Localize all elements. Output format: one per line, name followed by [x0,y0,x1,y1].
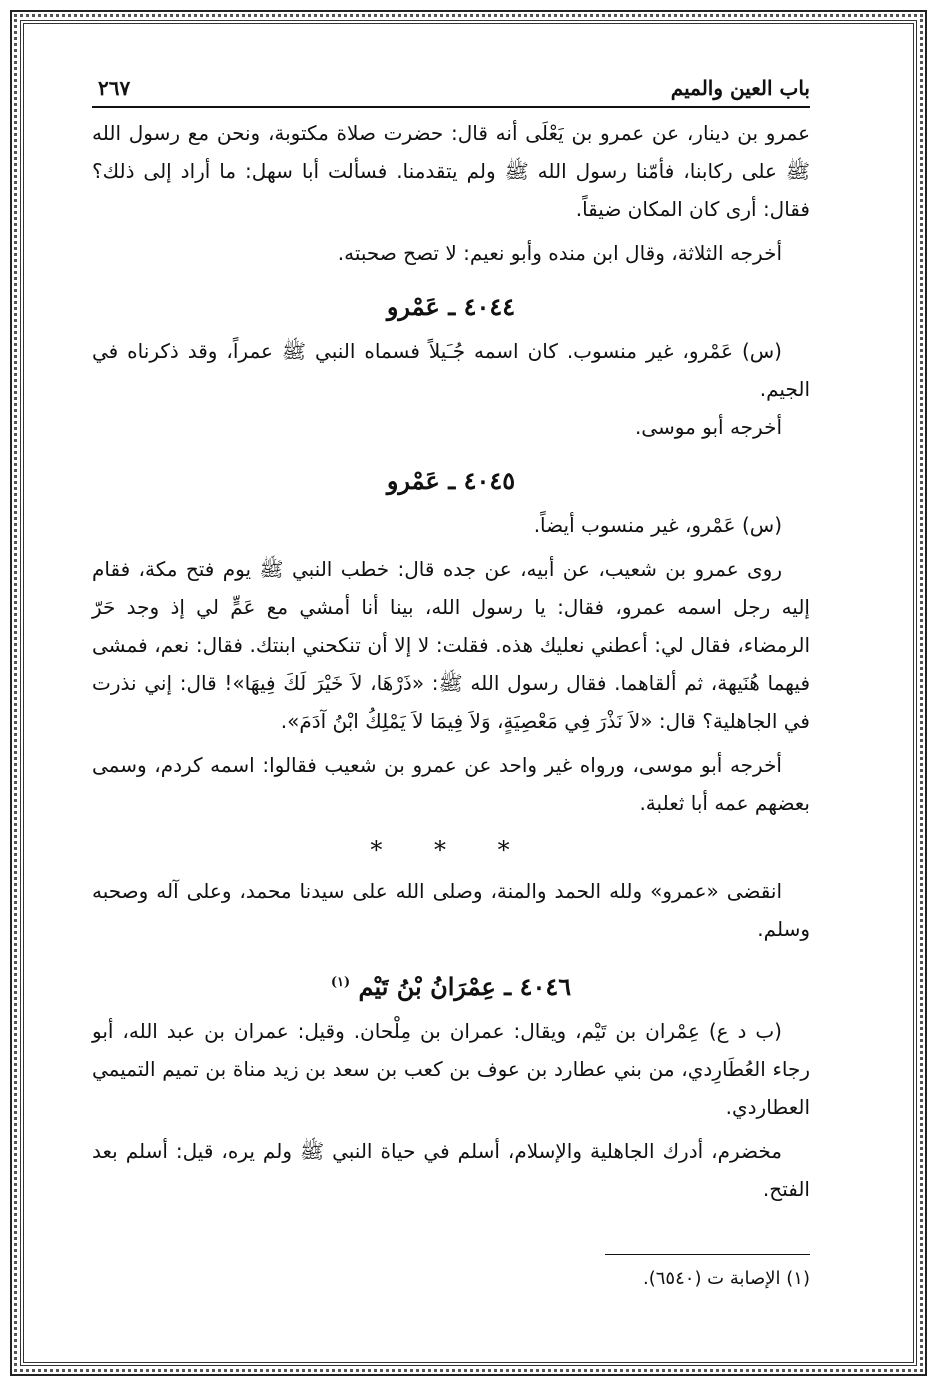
paragraph-4044: (س) عَمْرو، غير منسوب. كان اسمه جُـَيلاً فسماه النبي ﷺ عمراً، وقد ذكرناه في الجيم. [92,339,810,401]
footnote-divider [605,1254,810,1255]
entry-heading-4046 [92,966,810,1004]
paragraph-akhraja-1: أخرجه الثلاثة، وقال ابن منده وأبو نعيم: لا تصح صحبته. [337,241,782,265]
paragraph-mukhadram: مخضرم، أدرك الجاهلية والإسلام، أسلم في حياة النبي ﷺ ولم يره، قيل: أسلم بعد الفتح. [92,1139,810,1201]
paragraph-4045: (س) عَمْرو، غير منسوب أيضاً. [533,513,782,537]
page-number: ٢٦٧ [98,76,131,100]
entry-heading-4046-text: ٤٠٤٦ ـ عِمْرَانُ بْنُ تَيْم [358,972,572,1001]
entry-heading-4044: ٤٠٤٤ ـ عَمْرو [386,292,516,321]
footnote-marker: (١) [330,975,351,990]
paragraph-4046: (ب د ع) عِمْران بن تَيْم، ويقال: عمران بن مِلْحان. وقيل: عمران بن عبد الله، أبو رجاء العُطَارِدي، من بني عطارد بن عوف بن كعب بن سعد بن زيد مناة بن تميم التميمي العطاردي. [92,1019,810,1119]
paragraph-inqada: انقضى «عمرو» ولله الحمد والمنة، وصلى الله على سيدنا محمد، وعلى آله وصحبه وسلم. [92,879,810,941]
running-header [92,72,810,108]
paragraph-akhraja-3: أخرجه أبو موسى، ورواه غير واحد عن عمرو بن شعيب فقالوا: اسمه كردم، وسمى بعضهم عمه أبا ثعلبة. [92,753,810,815]
paragraph-intro: عمرو بن دينار، عن عمرو بن يَعْلَى أنه قال: حضرت صلاة مكتوبة، ونحن مع رسول الله ﷺ على ركابنا، فأمّنا رسول الله ﷺ ولم يتقدمنا. فسألت أبا سهل: ما أراد إلى ذلك؟ فقال: أرى كان المكان ضيقاً. [92,121,810,221]
paragraph-akhraja-2: أخرجه أبو موسى. [634,415,782,439]
footnote: (١) الإصابة ت (٦٥٤٠). [643,1268,810,1289]
section-separator-stars: * * * [370,836,532,864]
book-page [92,72,810,1332]
entry-heading-4045: ٤٠٤٥ ـ عَمْرو [386,466,516,495]
chapter-title: باب العين والميم [670,76,810,100]
paragraph-rawa: روى عمرو بن شعيب، عن أبيه، عن جده قال: خطب النبي ﷺ يوم فتح مكة، فقام إليه رجل اسمه عمرو، فقال: يا رسول الله، بينا أنا أمشي مع عَمٍّ لي إذ وجد حَرّ الرمضاء، فقال لي: أعطني نعليك هذه. فقلت: لا إلا أن تنكحني ابنتك. فقال: نعم، فمشى فيهما هُنَيهة، ثم ألقاهما. فقال رسول الله ﷺ: «ذَرْهَا، لاَ خَيْرَ لَكَ فِيهَا»! قال: إني نذرت في الجاهلية؟ قال: «لاَ نَذْرَ فِي مَعْصِيَةٍ، وَلاَ فِيمَا لاَ يَمْلِكُ ابْنُ آدَمَ». [92,557,810,733]
